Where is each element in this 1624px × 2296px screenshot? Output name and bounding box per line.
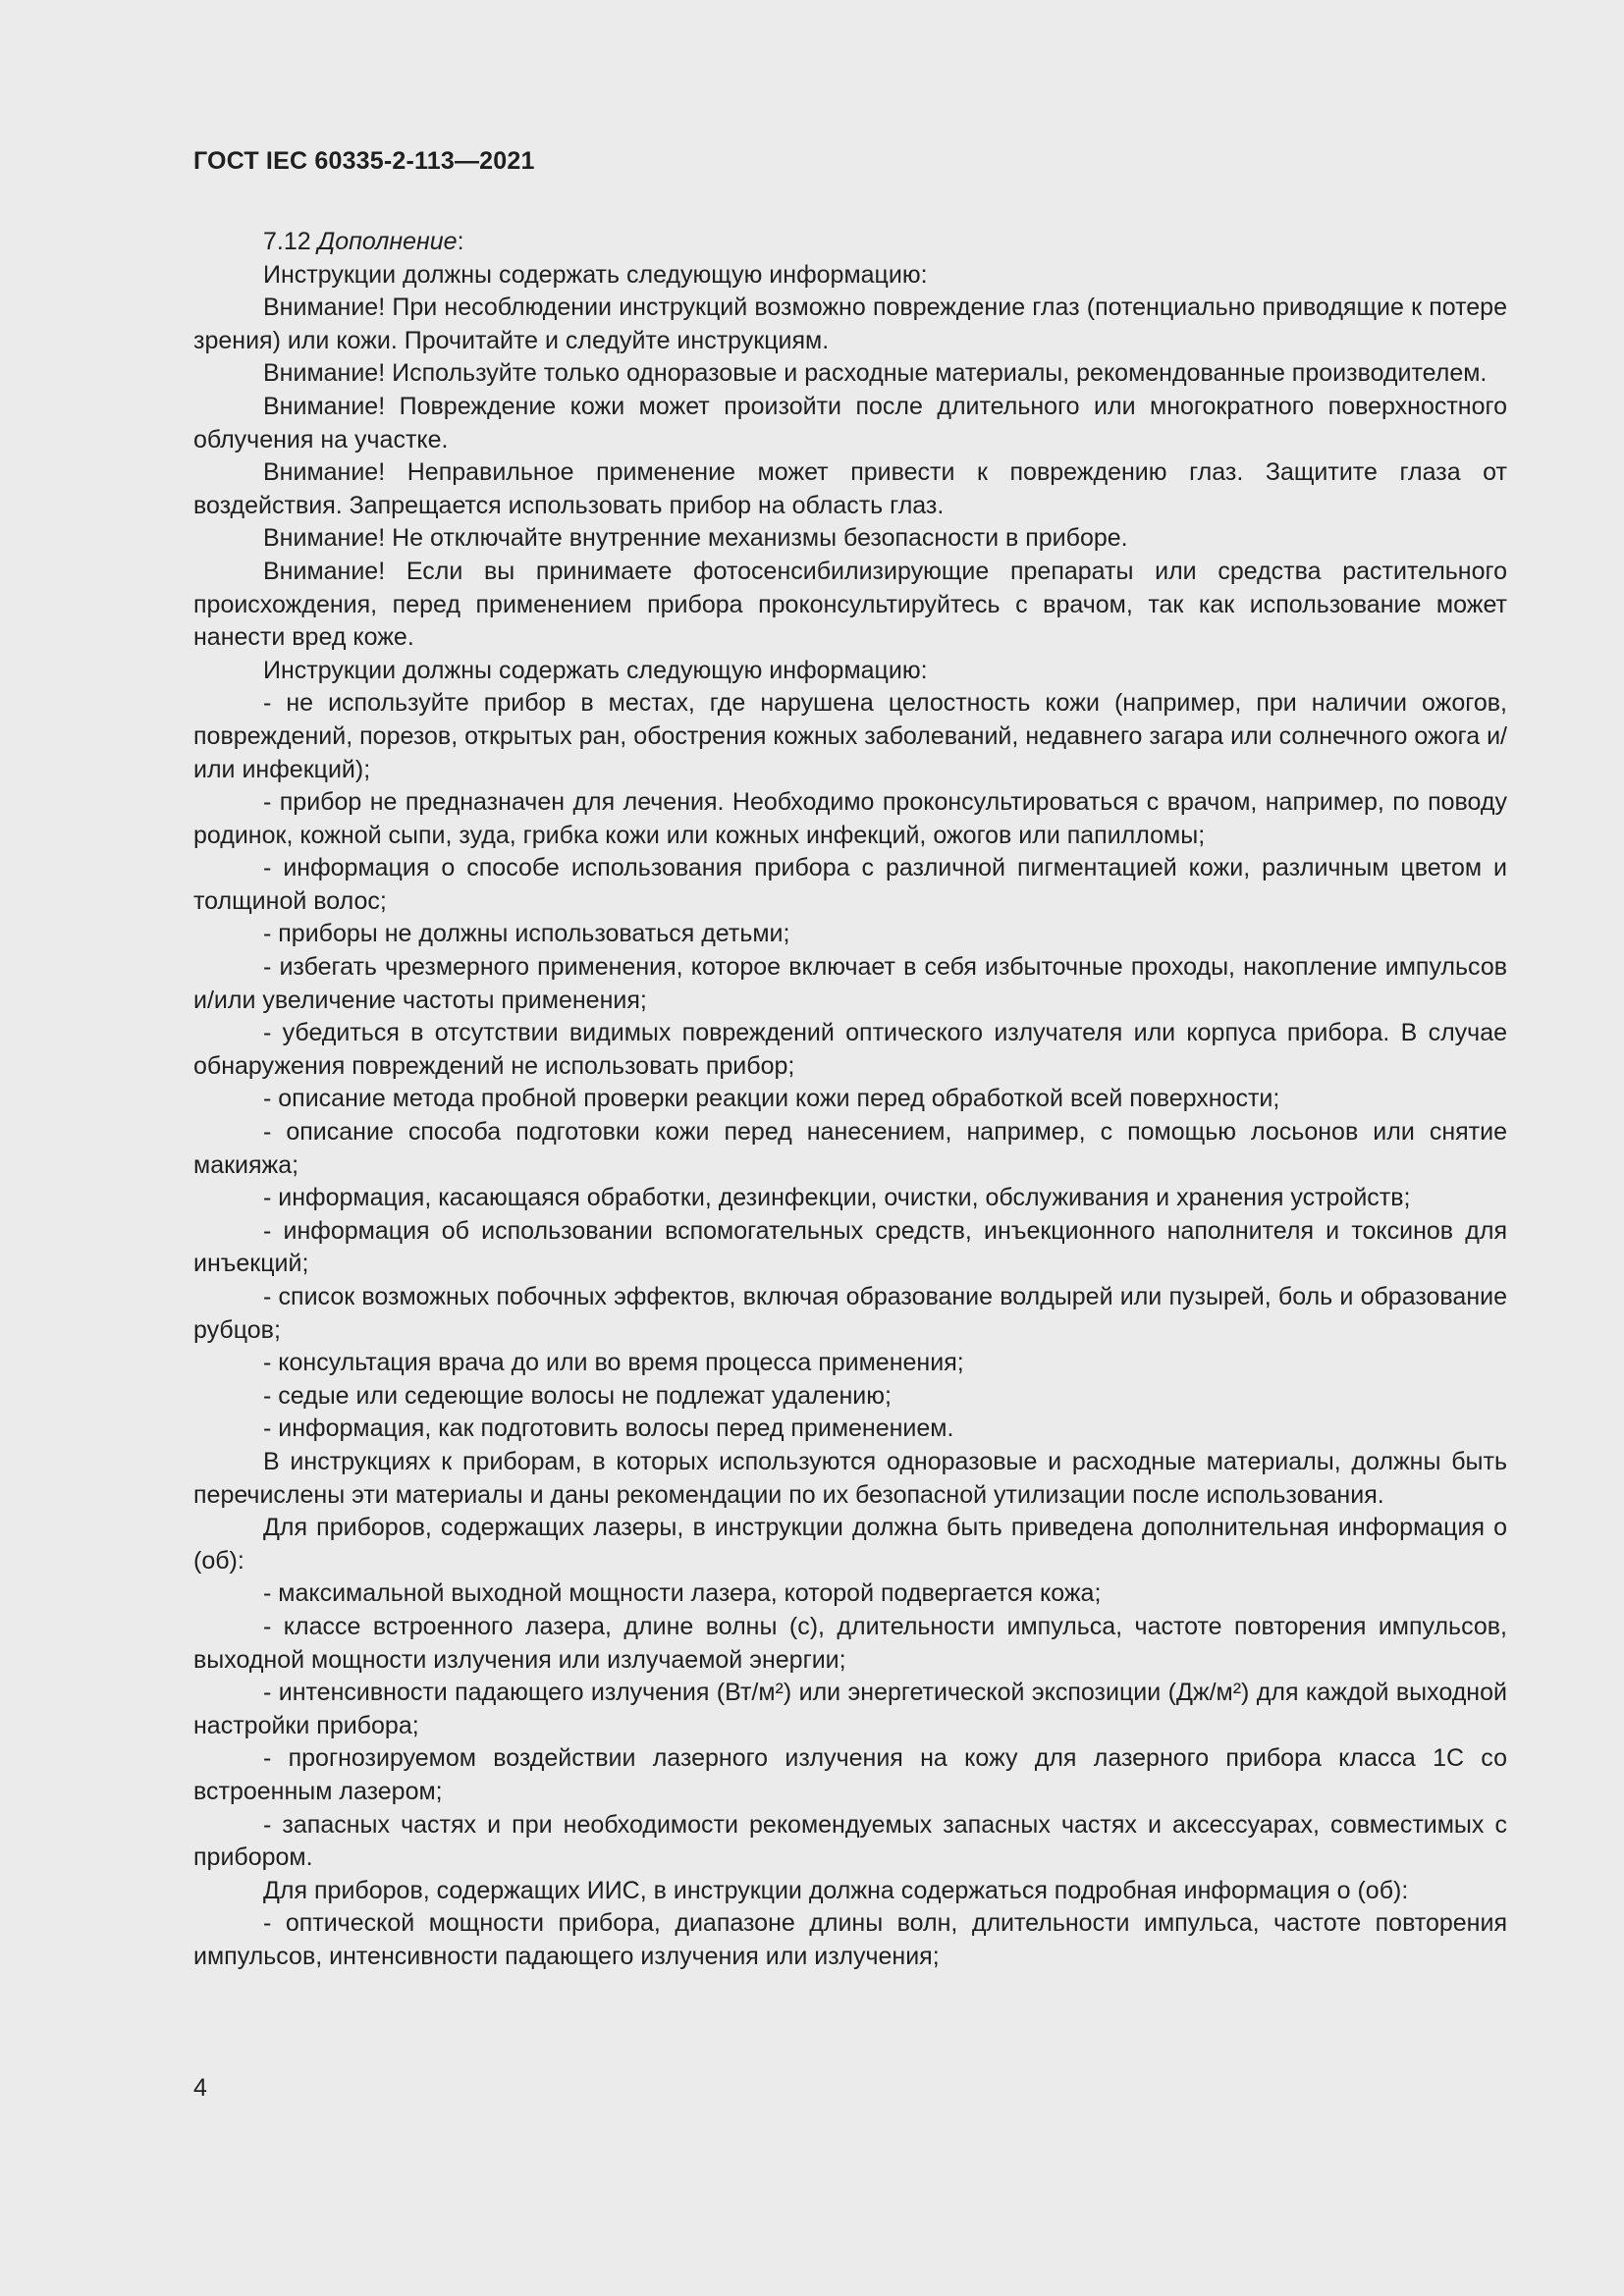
list-item: - описание метода пробной проверки реакции кожи перед обработкой всей поверхности; bbox=[263, 1085, 1280, 1113]
list-item: - прогнозируемом воздействии лазерного излучения на кожу для лазерного прибора класса 1С со встроенным лазером; bbox=[193, 1744, 1507, 1805]
page-number: 4 bbox=[193, 2074, 207, 2102]
paragraph: Для приборов, содержащих лазеры, в инструкции должна быть приведена дополнительная информация о (об): bbox=[193, 1514, 1507, 1575]
document-body bbox=[193, 226, 1507, 1973]
warning-paragraph: Внимание! Повреждение кожи может произойти после длительного или многократного поверхностного облучения на участке. bbox=[193, 392, 1507, 454]
list-item: - прибор не предназначен для лечения. Необходимо проконсультироваться с врачом, например, по поводу родинок, кожной сыпи, зуда, грибка кожи или кожных инфекций, ожогов или папилломы; bbox=[193, 788, 1507, 849]
section-heading bbox=[193, 226, 1507, 259]
section-heading-colon: : bbox=[457, 228, 464, 255]
list-item: - информация об использовании вспомогательных средств, инъекционного наполнителя и токсинов для инъекций; bbox=[193, 1216, 1507, 1278]
list-item: - запасных частях и при необходимости рекомендуемых запасных частях и аксессуарах, совместимых с прибором. bbox=[193, 1810, 1507, 1872]
paragraph: В инструкциях к приборам, в которых используются одноразовые и расходные материалы, должны быть перечислены эти материалы и даны рекомендации по их безопасной утилизации после использования. bbox=[193, 1447, 1507, 1509]
paragraph: Инструкции должны содержать следующую информацию: bbox=[263, 656, 928, 684]
list-item: - убедиться в отсутствии видимых повреждений оптического излучателя или корпуса прибора. В случае обнаружения повреждений не использовать прибор; bbox=[193, 1019, 1507, 1080]
paragraph: Инструкции должны содержать следующую информацию: bbox=[263, 260, 928, 289]
paragraph: Для приборов, содержащих ИИС, в инструкции должна содержаться подробная информация о (об): bbox=[263, 1876, 1409, 1904]
list-item: - список возможных побочных эффектов, включая образование волдырей или пузырей, боль и образование рубцов; bbox=[193, 1283, 1507, 1344]
list-item: - информация, как подготовить волосы перед применением. bbox=[263, 1415, 954, 1443]
list-item: - консультация врача до или во время процесса применения; bbox=[263, 1349, 964, 1377]
section-heading-label: Дополнение bbox=[317, 228, 458, 255]
warning-paragraph: Внимание! Неправильное применение может привести к повреждению глаз. Защитите глаза от воздействия. Запрещается использовать прибор на область глаз. bbox=[193, 458, 1507, 519]
list-item: - седые или седеющие волосы не подлежат удалению; bbox=[263, 1381, 892, 1410]
list-item: - оптической мощности прибора, диапазоне длины волн, длительности импульса, частоте повторения импульсов, интенсивности падающего излучения или излучения; bbox=[193, 1909, 1507, 1970]
warning-paragraph: Внимание! Используйте только одноразовые и расходные материалы, рекомендованные производителем. bbox=[263, 359, 1488, 388]
section-number: 7.12 bbox=[263, 228, 311, 255]
list-item: - классе встроенного лазера, длине волны (с), длительности импульса, частоте повторения импульсов, выходной мощности излучения или излучаемой энергии; bbox=[193, 1612, 1507, 1674]
list-item: - приборы не должны использоваться детьми; bbox=[263, 920, 790, 948]
list-item: - не используйте прибор в местах, где нарушена целостность кожи (например, при наличии ожогов, повреждений, порезов, открытых ран, обострения кожных заболеваний, недавнего загара или солнечного ожога и/или инфекций); bbox=[193, 689, 1507, 783]
warning-paragraph: Внимание! При несоблюдении инструкций возможно повреждение глаз (потенциально приводящие к потере зрения) или кожи. Прочитайте и следуйте инструкциям. bbox=[193, 294, 1507, 354]
list-item: - интенсивности падающего излучения (Вт/м²) или энергетической экспозиции (Дж/м²) для каждой выходной настройки прибора; bbox=[193, 1679, 1507, 1739]
warning-paragraph: Внимание! Если вы принимаете фотосенсибилизирующие препараты или средства растительного происхождения, перед применением прибора проконсультируйтесь с врачом, так как использование может нанести вред коже. bbox=[193, 557, 1507, 652]
list-item: - информация, касающаяся обработки, дезинфекции, очистки, обслуживания и хранения устройств; bbox=[263, 1184, 1411, 1212]
list-item: - избегать чрезмерного применения, которое включает в себя избыточные проходы, накопление импульсов и/или увеличение частоты применения; bbox=[193, 953, 1507, 1014]
list-item: - информация о способе использования прибора с различной пигментацией кожи, различным цветом и толщиной волос; bbox=[193, 854, 1507, 915]
document-header-title: ГОСТ IEC 60335-2-113—2021 bbox=[193, 147, 535, 175]
list-item: - максимальной выходной мощности лазера, которой подвергается кожа; bbox=[263, 1579, 1102, 1608]
warning-paragraph: Внимание! Не отключайте внутренние механизмы безопасности в приборе. bbox=[263, 524, 1128, 553]
list-item: - описание способа подготовки кожи перед нанесением, например, с помощью лосьонов или снятие макияжа; bbox=[193, 1118, 1507, 1179]
